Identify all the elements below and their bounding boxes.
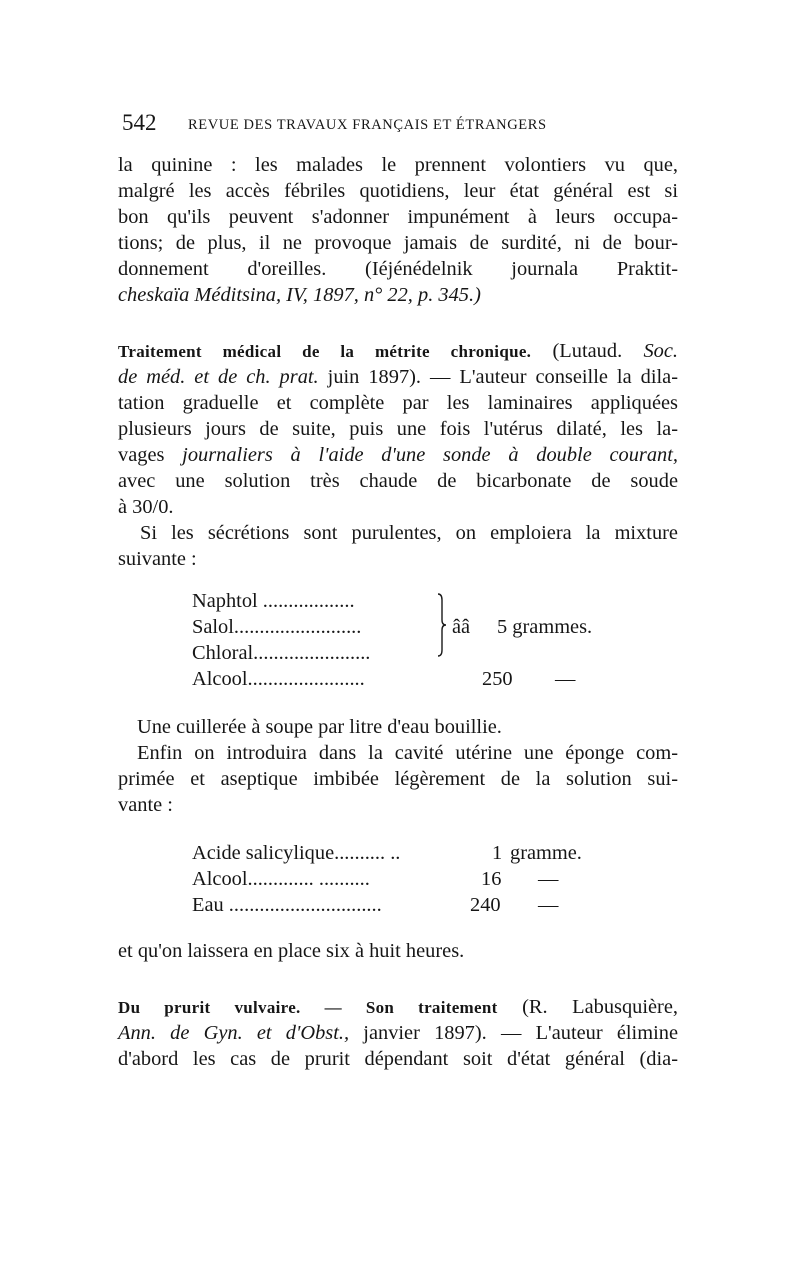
recipe-item: Alcool....................... — [192, 668, 365, 690]
recipe-unit: — — [538, 894, 559, 916]
text-line: plusieurs jours de suite, puis une fois l'utérus dilaté, les la- — [118, 418, 678, 440]
text-line: tation graduelle et complète par les laminaires appliquées — [118, 392, 678, 414]
text-line: primée et aseptique imbibée légèrement de la solution sui- — [118, 768, 678, 790]
text-line: bon qu'ils peuvent s'adonner impunément à leurs occupa- — [118, 206, 678, 228]
recipe-item: Acide salicylique.......... .. — [192, 842, 401, 864]
recipe-item: Salol......................... — [192, 616, 362, 638]
text-line: Si les sécrétions sont purulentes, on emploiera la mixture — [140, 522, 678, 544]
aa-symbol: ââ — [452, 616, 471, 638]
recipe-item: Alcool............. .......... — [192, 868, 370, 890]
text-line: donnement d'oreilles. (Iéjénédelnik journala Praktit- — [118, 258, 678, 280]
text-line — [118, 364, 678, 390]
text-line — [118, 282, 678, 308]
recipe-quantity: 240 — [470, 894, 501, 916]
text-span: vages — [118, 444, 165, 466]
section-title: Traitement médical de la métrite chronique. — [118, 342, 532, 361]
text-line: avec une solution très chaude de bicarbonate de soude — [118, 470, 678, 492]
text-span: juin 1897). — L'auteur conseille la dila- — [327, 366, 678, 388]
text-line: Une cuillerée à soupe par litre d'eau bouillie. — [137, 716, 502, 738]
recipe-item: Naphtol .................. — [192, 590, 355, 612]
citation-italic: cheskaïa Méditsina, IV, 1897, n° 22, p. 345.) — [118, 284, 481, 306]
text-line: vante : — [118, 794, 173, 816]
section-heading-line — [118, 994, 678, 1020]
text-line — [118, 442, 678, 468]
text-line: Enfin on introduira dans la cavité utérine une éponge com- — [137, 742, 678, 764]
text-line: et qu'on laissera en place six à huit heures. — [118, 940, 465, 962]
section-title: Du prurit vulvaire. — Son traitement — [118, 998, 498, 1017]
recipe-unit: — — [538, 868, 559, 890]
recipe-quantity: 250 — [482, 668, 513, 690]
recipe-quantity: 5 grammes. — [497, 616, 593, 638]
section-heading-line — [118, 338, 678, 364]
citation-italic: de méd. et de ch. prat. — [118, 366, 319, 388]
text-line: la quinine : les malades le prennent volontiers vu que, — [118, 154, 678, 176]
recipe-quantity: 1 — [492, 842, 503, 864]
text-line: tions; de plus, il ne provoque jamais de surdité, ni de bour- — [118, 232, 678, 254]
citation-italic: Soc. — [643, 340, 678, 362]
text-line: malgré les accès fébriles quotidiens, leur état général est si — [118, 180, 678, 202]
emphasis-italic: journaliers à l'aide d'une sonde à double courant, — [182, 444, 678, 466]
text-line: suivante : — [118, 548, 197, 570]
recipe-item: Chloral....................... — [192, 642, 371, 664]
brace-symbol — [437, 592, 447, 658]
recipe-unit: — — [555, 668, 576, 690]
running-title: REVUE DES TRAVAUX FRANÇAIS ET ÉTRANGERS — [188, 117, 547, 133]
text-line: d'abord les cas de prurit dépendant soit d'état général (dia- — [118, 1048, 678, 1070]
page-header — [118, 110, 678, 144]
text-span: (Lutaud. — [552, 340, 623, 362]
recipe-unit: gramme. — [510, 842, 582, 864]
recipe-quantity: 16 — [481, 868, 502, 890]
text-line: à 30/0. — [118, 496, 174, 518]
recipe-item: Eau .............................. — [192, 894, 382, 916]
text-line — [118, 1020, 678, 1046]
page-number: 542 — [122, 110, 157, 135]
citation-italic: Ann. de Gyn. et d'Obst., — [118, 1022, 350, 1044]
text-span: janvier 1897). — L'auteur élimine — [363, 1022, 678, 1044]
text-span: (R. Labusquière, — [522, 996, 678, 1018]
